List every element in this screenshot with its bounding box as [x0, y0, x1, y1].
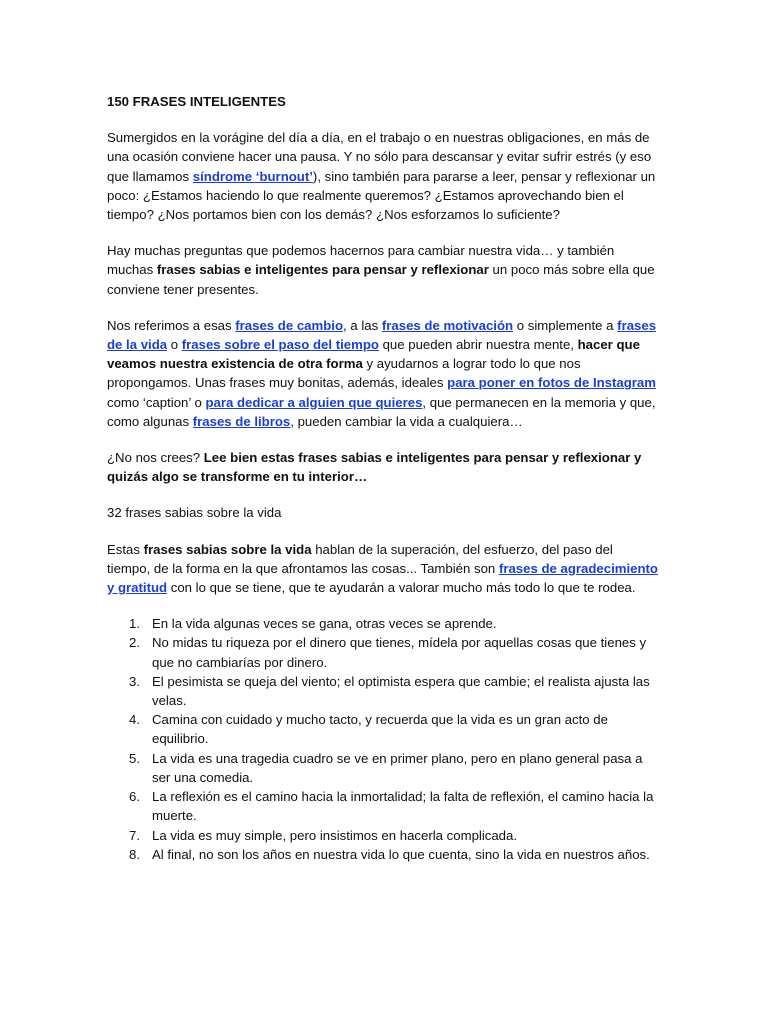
link-frases-cambio[interactable]: frases de cambio [235, 317, 344, 333]
list-item-text: Al final, no son los años en nuestra vida lo que cuenta, sino la vida en nuestros años. [152, 846, 650, 862]
list-item-number: 6. [129, 789, 140, 805]
list-item-text: La vida es muy simple, pero insistimos en hacerla complicada. [152, 827, 518, 843]
list-item-number: 5. [129, 750, 140, 766]
list-item-text: Camina con cuidado y mucho tacto, y recuerda que la vida es un gran acto de equilibrio. [152, 712, 608, 747]
link-frases-tiempo[interactable]: frases sobre el paso del tiempo [181, 337, 379, 353]
list-item-number: 1. [129, 616, 140, 632]
list-item-text: La reflexión es el camino hacia la inmortalidad; la falta de reflexión, el camino hacia la muerte. [152, 789, 654, 824]
references-paragraph: Nos referimos a esas frases de cambio, a las frases de motivación o simplemente a frases de la vida o frases sobre el paso del tiempo que pueden abrir nuestra mente, hacer que veamos nuestra existencia de otra forma y ayudarnos a lograr todo lo que nos propongamos. Unas frases muy bonitas, además, ideales para poner en fotos de Instagram como ‘caption’ o para dedicar a alguien que quieres, que permanecen en la memoria y que, como algunas frases de libros, pueden cambiar la vida a cualquiera… [107, 317, 657, 429]
questions-paragraph: Hay muchas preguntas que podemos hacernos para cambiar nuestra vida… y también muchas frases sabias e inteligentes para pensar y reflexionar un poco más sobre ella que conviene tener presentes. [107, 243, 655, 297]
list-item [107, 672, 659, 710]
link-fotos-instagram[interactable]: para poner en fotos de Instagram [447, 375, 656, 391]
list-item-number: 3. [129, 673, 140, 689]
list-item [107, 787, 659, 825]
challenge-paragraph: ¿No nos crees? Lee bien estas frases sabias e inteligentes para pensar y reflexionar y quizás algo se transforme en tu interior… [107, 450, 642, 485]
list-item-number: 4. [129, 712, 140, 728]
link-dedicar[interactable]: para dedicar a alguien que quieres [205, 394, 423, 410]
link-frases-agradecimiento[interactable]: frases de agradecimiento y gratitud [107, 560, 658, 596]
list-item [107, 749, 659, 787]
link-burnout[interactable]: síndrome ‘burnout’ [192, 168, 313, 184]
list-item-number: 7. [129, 827, 140, 843]
quotes-list [107, 614, 659, 864]
link-frases-libros[interactable]: frases de libros [192, 413, 291, 429]
list-item-text: En la vida algunas veces se gana, otras veces se aprende. [152, 616, 497, 632]
list-item [107, 614, 659, 633]
list-item-number: 8. [129, 846, 140, 862]
section-subheading: 32 frases sabias sobre la vida [107, 505, 282, 521]
list-item [107, 710, 659, 748]
document-title: 150 FRASES INTELIGENTES [107, 94, 286, 109]
list-item-text: No midas tu riqueza por el dinero que tienes, mídela por aquellas cosas que tienes y que no cambiarías por dinero. [152, 635, 647, 670]
list-item [107, 633, 659, 671]
list-item [107, 826, 659, 845]
list-item-text: La vida es una tragedia cuadro se ve en primer plano, pero en plano general pasa a ser una comedia. [152, 750, 643, 785]
link-frases-vida[interactable]: frases de la vida [107, 317, 657, 353]
section-intro-paragraph: Estas frases sabias sobre la vida hablan de la superación, del esfuerzo, del paso del tiempo, de la forma en la que afrontamos las cosas... También son frases de agradecimiento y gratitud con lo que se tiene, que te ayudarán a valorar mucho más todo lo que te rodea. [107, 541, 658, 596]
list-item-number: 2. [129, 635, 140, 651]
list-item-text: El pesimista se queja del viento; el optimista espera que cambie; el realista ajusta las velas. [152, 673, 650, 709]
intro-paragraph: Sumergidos en la vorágine del día a día, en el trabajo o en nuestras obligaciones, en más de una ocasión conviene hacer una pausa. Y no sólo para descansar y evitar sufrir estrés (y eso que llamamos síndrome ‘burnout’), sino también para pararse a leer, pensar y reflexionar un poco: ¿Estamos haciendo lo que realmente queremos? ¿Estamos aprovechando bien el tiempo? ¿Nos portamos bien con los demás? ¿Nos esforzamos lo suficiente? [107, 130, 656, 223]
list-item [107, 845, 659, 864]
link-frases-motivacion[interactable]: frases de motivación [381, 317, 514, 333]
document-page [107, 92, 659, 864]
